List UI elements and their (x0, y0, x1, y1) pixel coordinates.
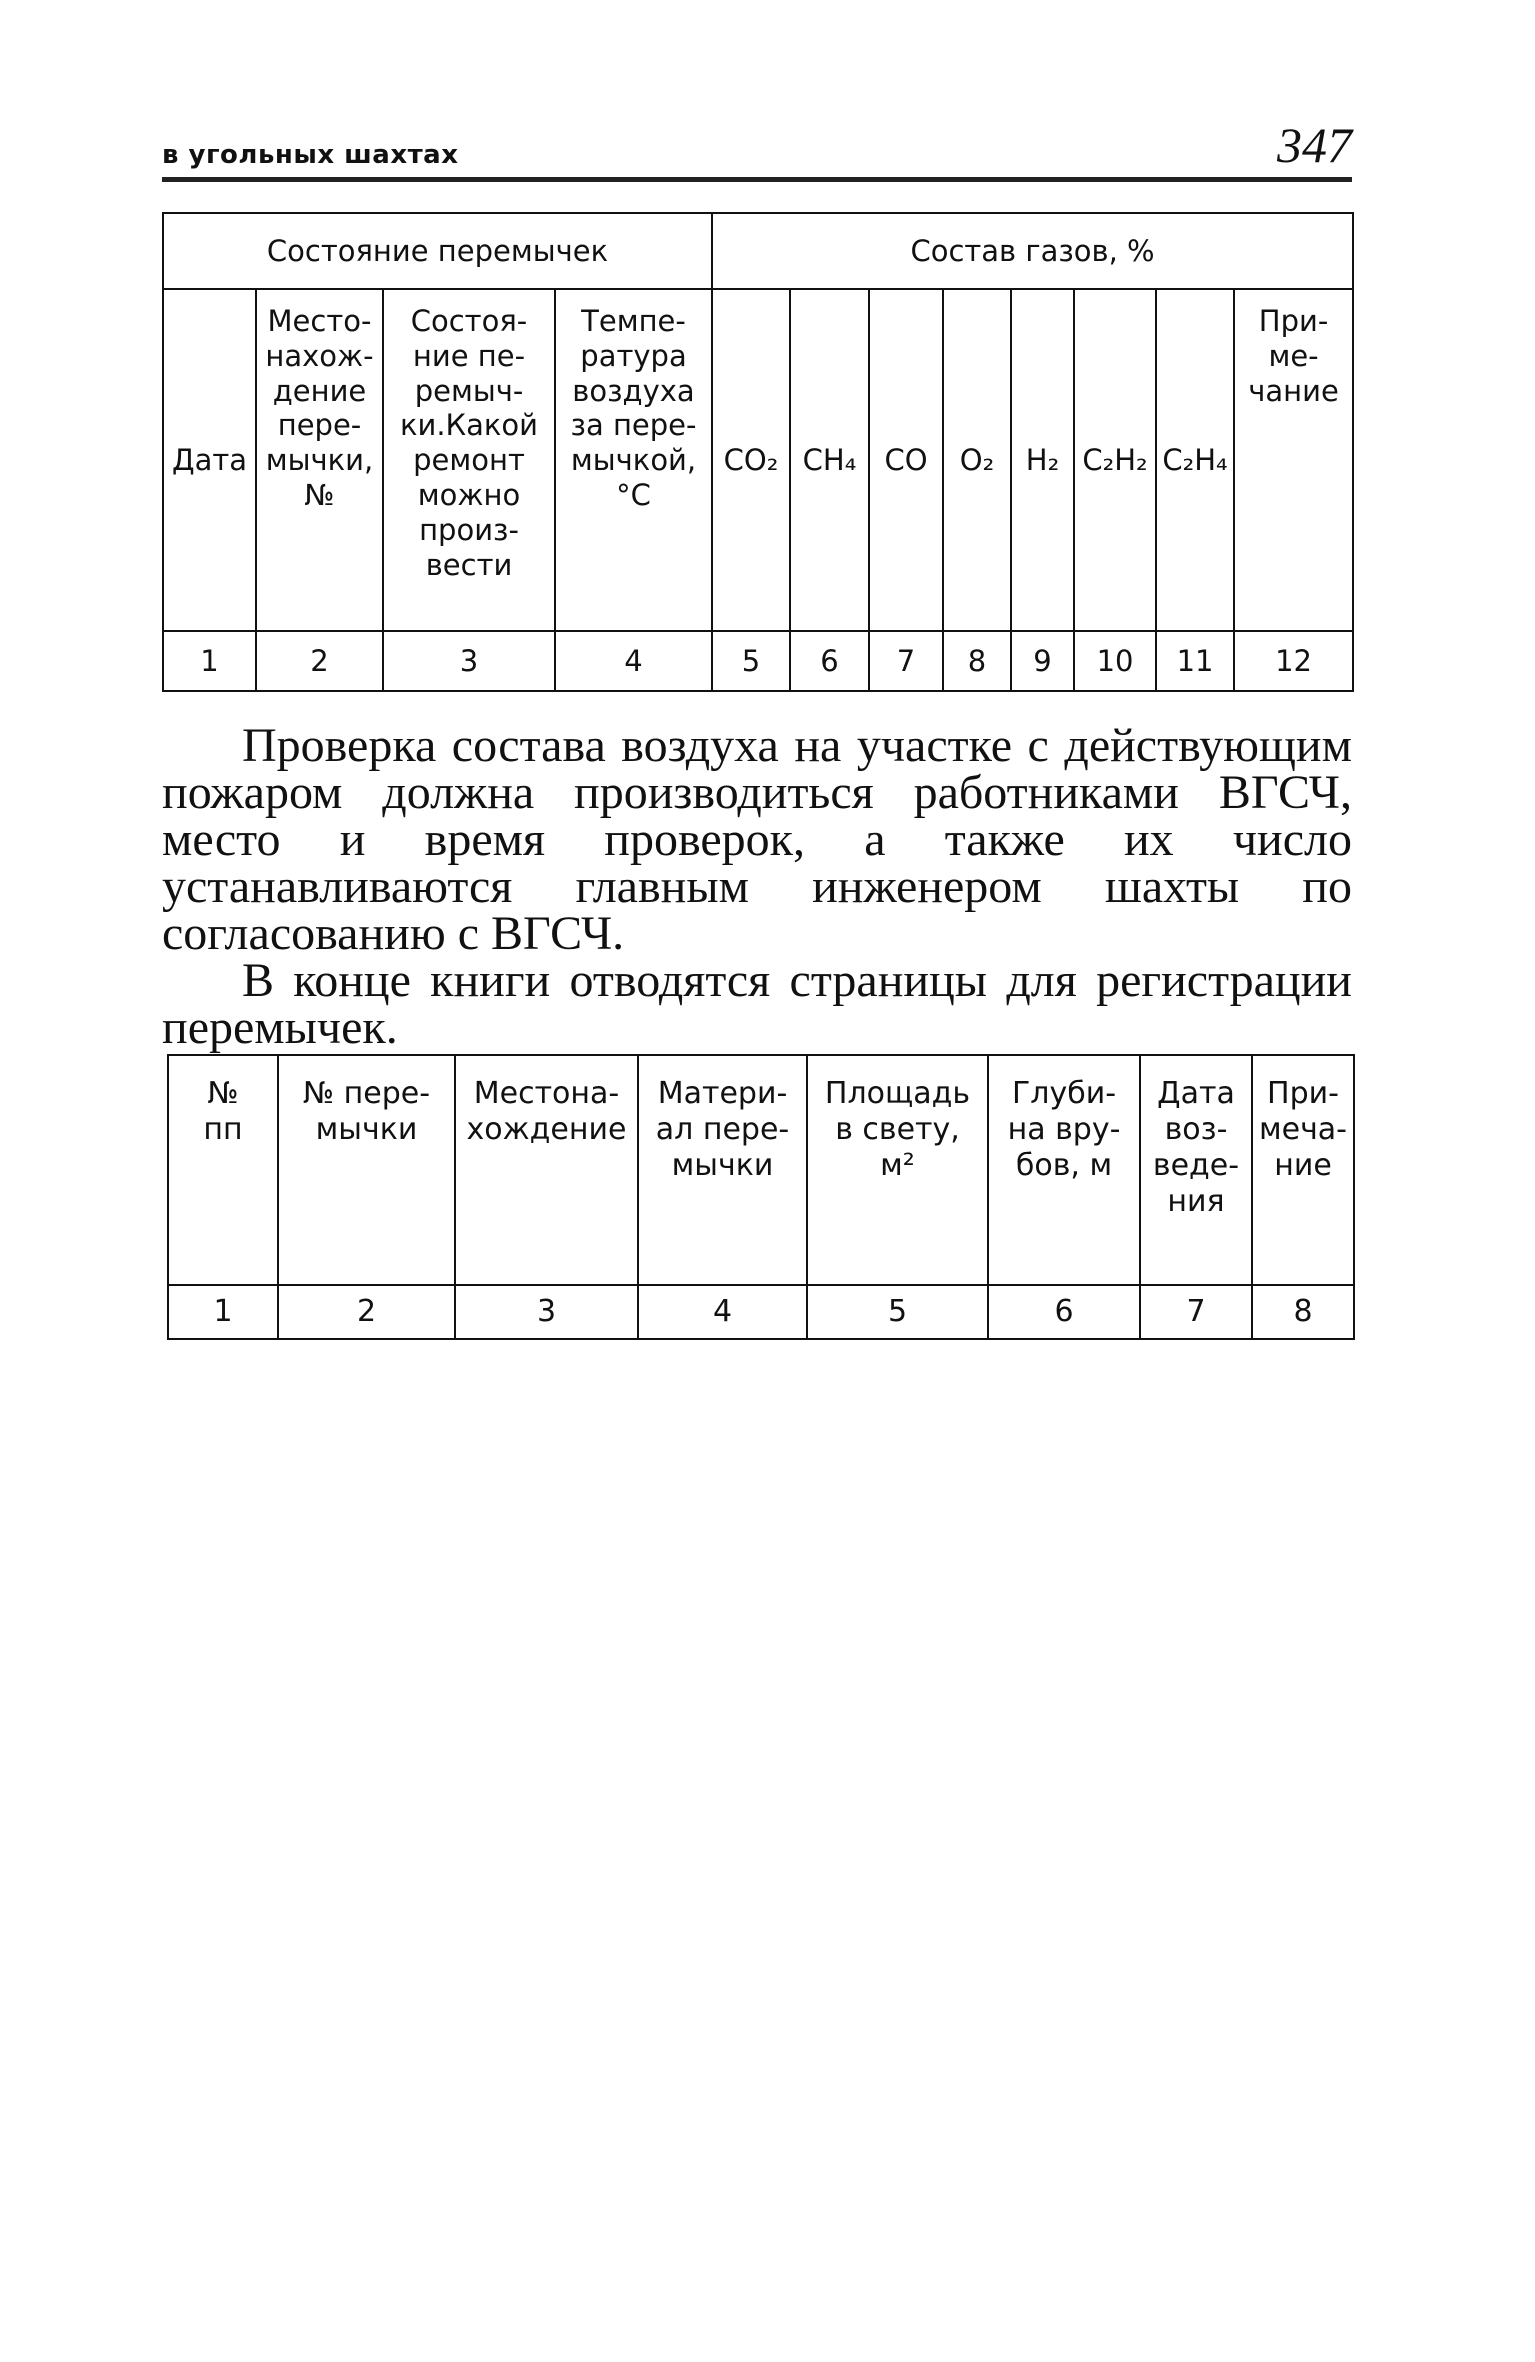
column-number: 5 (712, 631, 790, 691)
col-gas-co: CO (869, 289, 943, 631)
paragraph-registration: В конце книги отводятся страницы для регистрации перемычек. (162, 954, 1352, 1054)
col-gas-ch4: CH₄ (790, 289, 869, 631)
column-number: 4 (555, 631, 712, 691)
column-number: 8 (943, 631, 1011, 691)
column-number: 3 (455, 1285, 638, 1339)
col-gas-c2h2: C₂H₂ (1074, 289, 1156, 631)
col-state: Состоя- ние пе- ремыч- ки.Какой ремонт можно произ- вести (383, 289, 555, 631)
column-number: 10 (1074, 631, 1156, 691)
column-number: 2 (278, 1285, 455, 1339)
header-gas-composition: Состав газов, % (712, 213, 1353, 289)
col-row-number: № пп (168, 1055, 278, 1285)
column-number: 12 (1234, 631, 1353, 691)
header-rule (162, 177, 1352, 182)
bulkhead-gas-table (162, 212, 1354, 692)
col-location: Место- нахож- дение пере- мычки, № (256, 289, 383, 631)
running-head: в угольных шахтах (162, 140, 459, 170)
col-cut-depth: Глуби- на вру- бов, м (988, 1055, 1140, 1285)
column-number: 8 (1252, 1285, 1354, 1339)
col-note: При- ме- чание (1234, 289, 1353, 631)
column-number: 3 (383, 631, 555, 691)
col-note: При- меча- ние (1252, 1055, 1354, 1285)
column-number: 2 (256, 631, 383, 691)
column-number: 1 (163, 631, 256, 691)
column-number: 6 (988, 1285, 1140, 1339)
column-number: 11 (1156, 631, 1234, 691)
page-number: 347 (1277, 117, 1352, 173)
col-temperature: Темпе- ратура воздуха за пере- мычкой, °С (555, 289, 712, 631)
col-gas-c2h4: C₂H₄ (1156, 289, 1234, 631)
column-number: 6 (790, 631, 869, 691)
column-number: 4 (638, 1285, 807, 1339)
col-material: Матери- ал пере- мычки (638, 1055, 807, 1285)
column-number: 7 (869, 631, 943, 691)
column-number: 9 (1011, 631, 1074, 691)
paragraph-air-check: Проверка состава воздуха на участке с действующим пожаром должна производиться работниками ВГСЧ, место и время проверок, а также их число устанавливаются главным инженером шахты по согласованию с ВГСЧ. (162, 719, 1352, 960)
col-location: Местона- хождение (455, 1055, 638, 1285)
col-date: Дата (163, 289, 256, 631)
page-header (162, 118, 1352, 182)
column-number: 5 (807, 1285, 988, 1339)
header-bulkhead-state: Состояние перемычек (163, 213, 712, 289)
column-number: 1 (168, 1285, 278, 1339)
body-text (162, 719, 1352, 1054)
col-gas-co2: CO₂ (712, 289, 790, 631)
col-build-date: Дата воз- веде- ния (1140, 1055, 1252, 1285)
col-clear-area: Площадь в свету, м² (807, 1055, 988, 1285)
col-bulkhead-number: № пере- мычки (278, 1055, 455, 1285)
col-gas-o2: O₂ (943, 289, 1011, 631)
column-number: 7 (1140, 1285, 1252, 1339)
col-gas-h2: H₂ (1011, 289, 1074, 631)
bulkhead-register-table (167, 1054, 1355, 1340)
